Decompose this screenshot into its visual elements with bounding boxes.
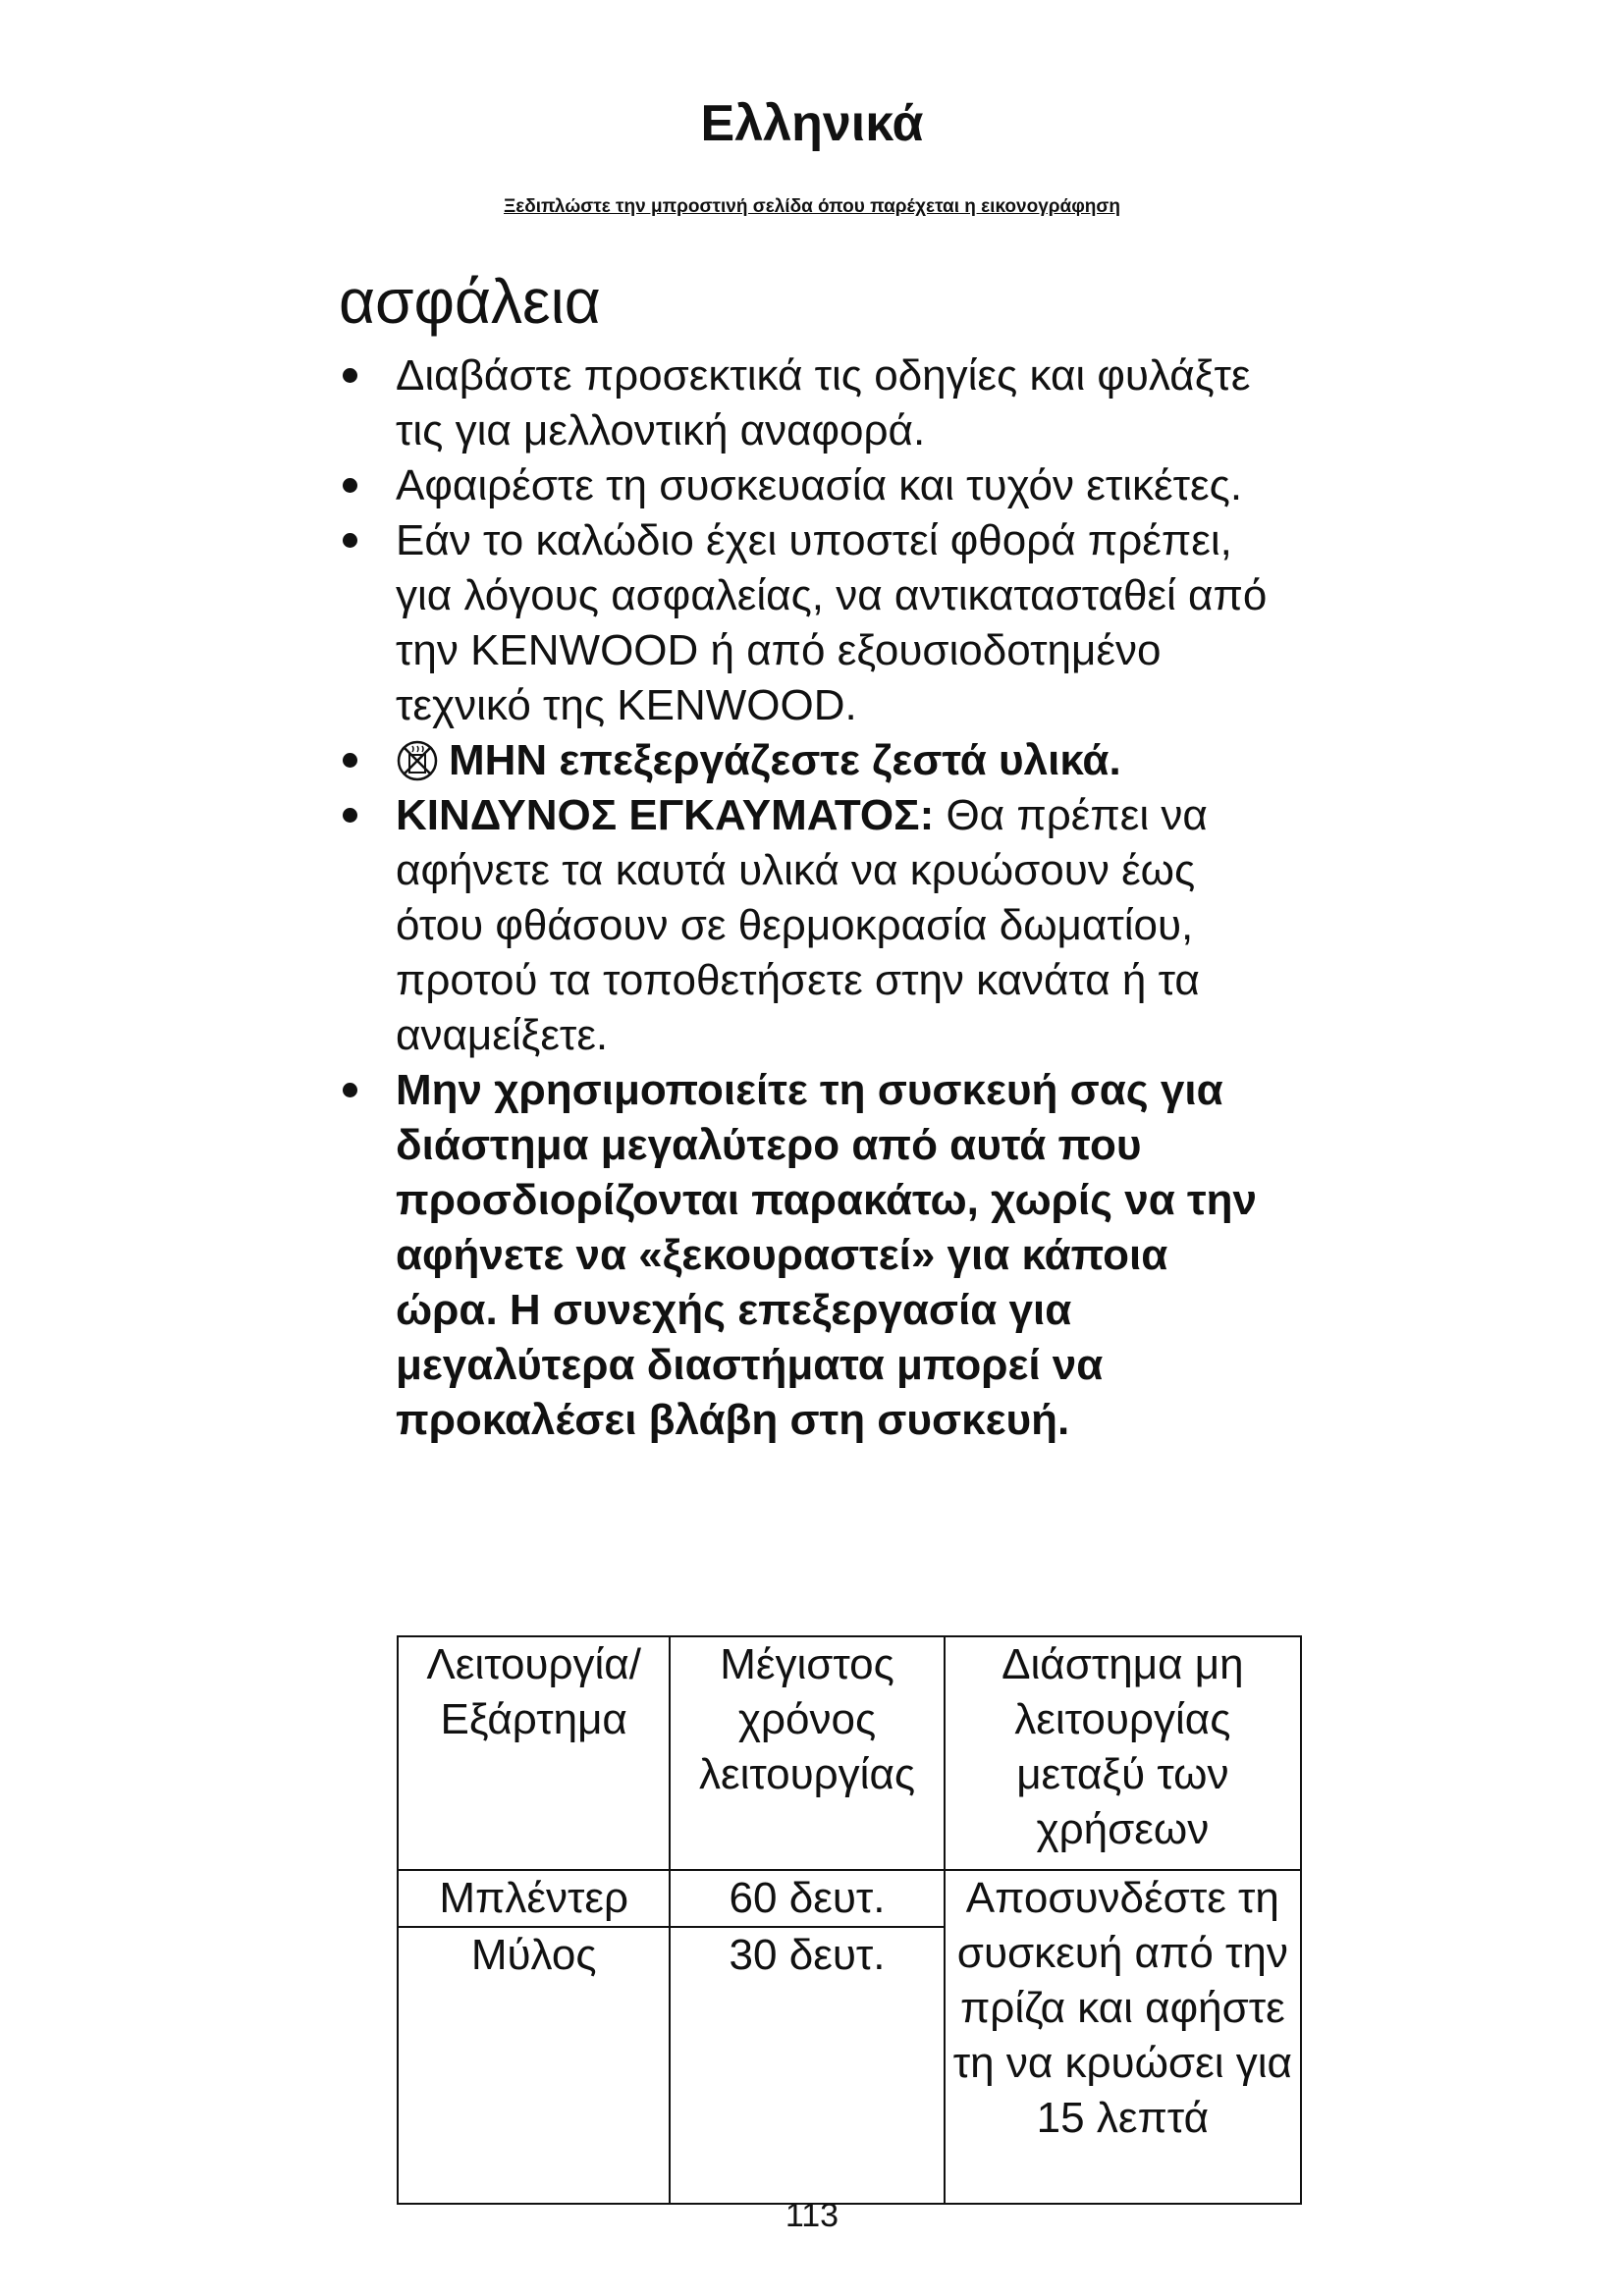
list-item (339, 733, 1281, 788)
cell-function: Μύλος (398, 1927, 670, 2204)
item-text: Διαβάστε προσεκτικά τις οδηγίες και φυλάξτε τις για μελλοντική αναφορά. (396, 351, 1251, 454)
page-number: 113 (785, 2197, 839, 2234)
cell-max-time: 30 δευτ. (670, 1927, 944, 2204)
item-text: Εάν το καλώδιο έχει υποστεί φθορά πρέπει, για λόγους ασφαλείας, να αντικατασταθεί από την KENWOOD ή από εξουσιοδοτημένο τεχνικό της KENWOOD. (396, 516, 1268, 729)
bullet-icon (343, 808, 357, 823)
header-max-time: Μέγιστος χρόνος λειτουργίας (670, 1636, 944, 1870)
no-hot-ingredients-icon (396, 739, 439, 782)
usage-time-table (397, 1635, 1302, 2205)
table-header-row (398, 1636, 1301, 1870)
item-text: Θα πρέπει να αφήνετε τα καυτά υλικά να κρυώσουν έως ότου φθάσουν σε θερμοκρασία δωματίου, προτού τα τοποθετήσετε στην κανάτα ή τα αναμείξετε. (396, 791, 1208, 1059)
item-text: Μην χρησιμοποιείτε τη συσκευή σας για διάστημα μεγαλύτερο από αυτά που προσδιορίζονται παρακάτω, χωρίς να την αφήνετε να «ξεκουραστεί» για κάποια ώρα. Η συνεχής επεξεργασία για μεγαλύτερα διαστήματα μπορεί να προκαλέσει βλάβη στη συσκευή. (396, 1066, 1257, 1444)
burn-warning-label: ΚΙΝΔΥΝΟΣ ΕΓΚΑΥΜΑΤΟΣ: (396, 791, 935, 839)
table-row (398, 1870, 1301, 1927)
list-item (339, 458, 1281, 513)
section-heading: ασφάλεια (339, 266, 601, 337)
cell-function: Μπλέντερ (398, 1870, 670, 1927)
cell-rest-note: Αποσυνδέστε τη συσκευή από την πρίζα και αφήστε τη να κρυώσει για 15 λεπτά (945, 1870, 1301, 2204)
list-item (339, 513, 1281, 733)
bullet-icon (343, 753, 357, 768)
page-title: Ελληνικά (700, 95, 924, 152)
item-text: ΜΗΝ επεξεργάζεστε ζεστά υλικά. (449, 736, 1121, 784)
list-item (339, 788, 1281, 1063)
bullet-icon (343, 368, 357, 383)
header-rest-interval: Διάστημα μη λειτουργίας μεταξύ των χρήσεων (945, 1636, 1301, 1870)
item-text: Αφαιρέστε τη συσκευασία και τυχόν ετικέτες. (396, 461, 1243, 509)
subtitle: Ξεδιπλώστε την μπροστινή σελίδα όπου παρέχεται η εικονογράφηση (504, 196, 1120, 217)
cell-max-time: 60 δευτ. (670, 1870, 944, 1927)
header-function: Λειτουργία/ Εξάρτημα (398, 1636, 670, 1870)
bullet-icon (343, 478, 357, 493)
safety-list (339, 348, 1281, 1448)
bullet-icon (343, 1083, 357, 1097)
list-item (339, 348, 1281, 458)
bullet-icon (343, 533, 357, 548)
list-item (339, 1063, 1281, 1448)
